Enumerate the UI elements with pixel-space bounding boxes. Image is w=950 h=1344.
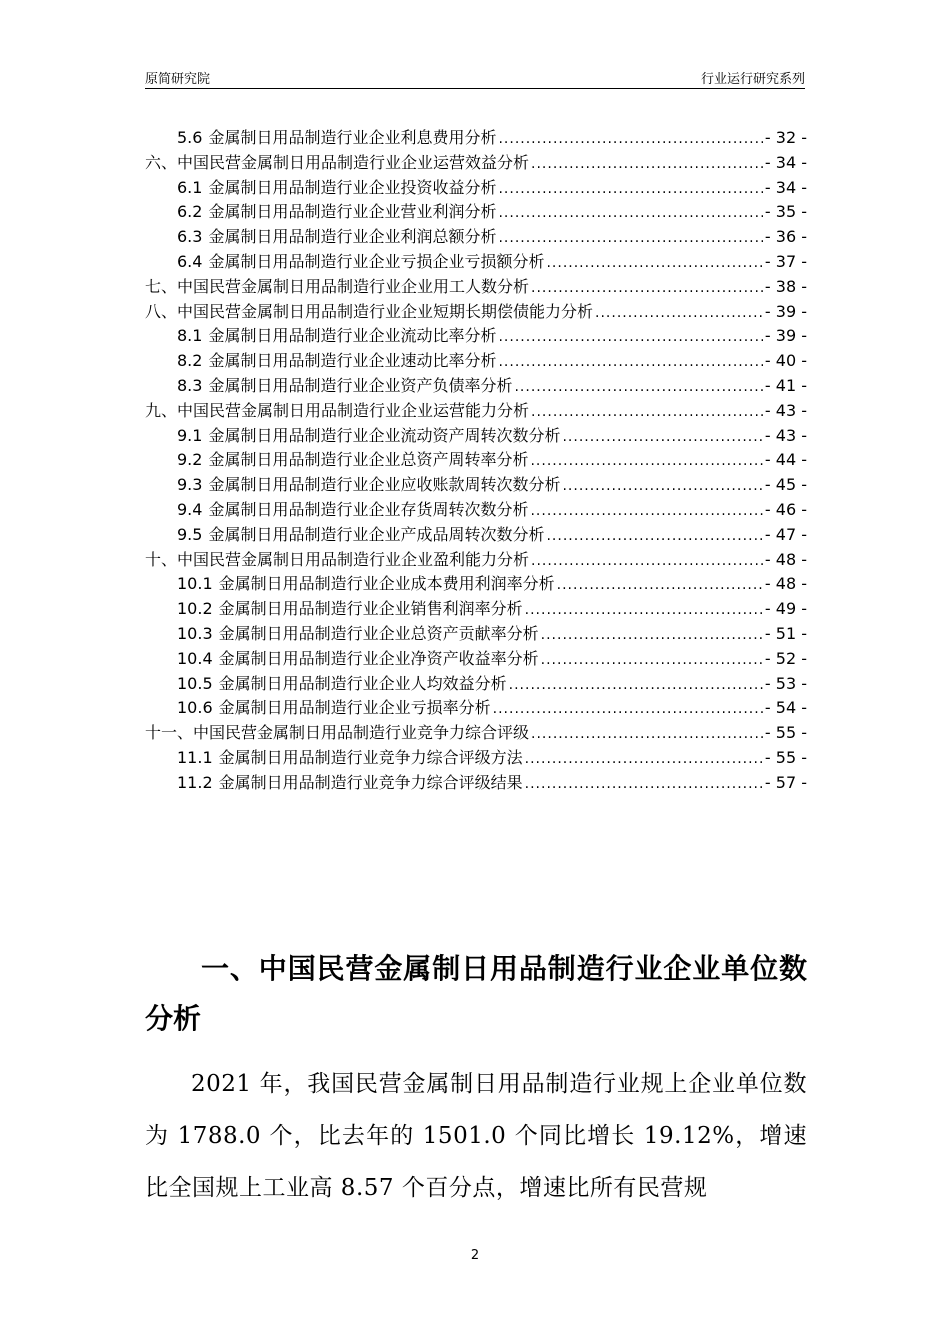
- toc-entry-number: 9.4: [177, 499, 203, 519]
- toc-entry-page: - 35 -: [764, 202, 807, 222]
- toc-dot-leader: [541, 623, 763, 648]
- toc-entry-title: 金属制日用品制造行业企业速动比率分析: [208, 351, 497, 371]
- toc-entry-title: 金属制日用品制造行业企业亏损企业亏损额分析: [208, 251, 545, 271]
- toc-entry-page: - 55 -: [764, 747, 807, 767]
- toc-entry[interactable]: [145, 572, 807, 597]
- header-org-name: 原简研究院: [145, 72, 211, 87]
- toc-entry-number: 10.2: [177, 599, 213, 619]
- toc-entry[interactable]: [145, 349, 807, 374]
- toc-entry-page: - 44 -: [764, 450, 807, 470]
- toc-entry-title: 金属制日用品制造行业竞争力综合评级方法: [218, 747, 523, 767]
- toc-dot-leader: [498, 177, 762, 202]
- toc-entry[interactable]: [145, 151, 807, 176]
- toc-entry-title: 金属制日用品制造行业企业应收账款周转次数分析: [208, 475, 561, 495]
- toc-dot-leader: [525, 772, 763, 797]
- toc-entry[interactable]: [145, 275, 807, 300]
- toc-dot-leader: [531, 400, 763, 425]
- toc-dot-leader: [525, 598, 763, 623]
- toc-entry-page: - 52 -: [764, 648, 807, 668]
- section-paragraph: 2021 年，我国民营金属制日用品制造行业规上企业单位数为 1788.0 个，比去年的 1501.0 个同比增长 19.12%，增速比全国规上工业高 8.57 个百分点，增速比所有民营规: [145, 1071, 807, 1201]
- toc-dot-leader: [562, 425, 762, 450]
- toc-entry-page: - 46 -: [764, 499, 807, 519]
- toc-dot-leader: [525, 747, 763, 772]
- toc-entry-title: 金属制日用品制造行业企业销售利润率分析: [218, 599, 523, 619]
- toc-dot-leader: [493, 697, 763, 722]
- toc-entry-title: 九、中国民营金属制日用品制造行业企业运营能力分析: [145, 400, 530, 420]
- toc-entry-page: - 43 -: [764, 400, 807, 420]
- toc-entry-number: 8.2: [177, 351, 203, 371]
- toc-dot-leader: [509, 673, 763, 698]
- toc-entry-title: 金属制日用品制造行业企业营业利润分析: [208, 202, 497, 222]
- toc-dot-leader: [514, 375, 762, 400]
- toc-entry-title: 金属制日用品制造行业企业利息费用分析: [208, 128, 497, 147]
- section-heading: 一、中国民营金属制日用品制造行业企业单位数分析: [145, 952, 807, 1035]
- toc-dot-leader: [530, 449, 762, 474]
- toc-entry-page: - 49 -: [764, 599, 807, 619]
- toc-entry-title: 金属制日用品制造行业企业产成品周转次数分析: [208, 524, 545, 544]
- toc-entry-title: 金属制日用品制造行业企业总资产贡献率分析: [218, 623, 539, 643]
- toc-dot-leader: [530, 499, 762, 524]
- toc-entry-title: 金属制日用品制造行业企业资产负债率分析: [208, 375, 513, 395]
- toc-dot-leader: [531, 152, 763, 177]
- toc-entry[interactable]: [145, 672, 807, 697]
- toc-entry-page: - 37 -: [764, 251, 807, 271]
- toc-entry-title: 金属制日用品制造行业企业成本费用利润率分析: [218, 574, 555, 594]
- toc-entry[interactable]: [145, 448, 807, 473]
- toc-entry-title: 金属制日用品制造行业企业流动资产周转次数分析: [208, 425, 561, 445]
- toc-entry[interactable]: [145, 424, 807, 449]
- toc-entry[interactable]: [145, 473, 807, 498]
- toc-entry-title: 十、中国民营金属制日用品制造行业企业盈利能力分析: [145, 549, 530, 569]
- toc-entry-title: 金属制日用品制造行业企业存货周转次数分析: [208, 499, 529, 519]
- toc-entry-page: - 32 -: [764, 128, 807, 147]
- toc-dot-leader: [562, 474, 762, 499]
- toc-entry-title: 七、中国民营金属制日用品制造行业企业用工人数分析: [145, 276, 530, 296]
- toc-entry-page: - 39 -: [764, 326, 807, 346]
- toc-entry-number: 10.5: [177, 673, 213, 693]
- toc-entry-number: 10.3: [177, 623, 213, 643]
- toc-entry-page: - 48 -: [764, 574, 807, 594]
- toc-entry-number: 9.1: [177, 425, 203, 445]
- toc-entry-number: 6.1: [177, 177, 203, 197]
- toc-entry-number: 8.3: [177, 375, 203, 395]
- toc-entry[interactable]: [145, 622, 807, 647]
- toc-entry-number: 9.2: [177, 450, 203, 470]
- toc-entry-title: 金属制日用品制造行业企业亏损率分析: [218, 698, 491, 718]
- table-of-contents: [145, 126, 807, 796]
- toc-entry[interactable]: [145, 721, 807, 746]
- toc-entry-title: 金属制日用品制造行业企业总资产周转率分析: [208, 450, 529, 470]
- toc-entry-page: - 57 -: [764, 772, 807, 792]
- toc-entry-page: - 36 -: [764, 227, 807, 247]
- toc-entry-number: 10.6: [177, 698, 213, 718]
- toc-dot-leader: [557, 573, 763, 598]
- toc-entry-title: 金属制日用品制造行业企业人均效益分析: [218, 673, 507, 693]
- toc-entry-page: - 34 -: [764, 177, 807, 197]
- toc-entry-page: - 54 -: [764, 698, 807, 718]
- toc-entry-number: 6.2: [177, 202, 203, 222]
- toc-entry-page: - 48 -: [764, 549, 807, 569]
- page-header: [145, 66, 805, 89]
- toc-entry[interactable]: [145, 498, 807, 523]
- toc-entry-page: - 41 -: [764, 375, 807, 395]
- toc-entry[interactable]: [145, 324, 807, 349]
- toc-dot-leader: [546, 524, 762, 549]
- toc-dot-leader: [498, 350, 762, 375]
- toc-entry-number: 11.1: [177, 747, 213, 767]
- header-series-name: 行业运行研究系列: [700, 72, 805, 87]
- toc-entry[interactable]: [145, 126, 807, 151]
- toc-dot-leader: [541, 648, 763, 673]
- toc-entry-number: 5.6: [177, 128, 203, 147]
- toc-entry-number: 6.3: [177, 227, 203, 247]
- toc-dot-leader: [595, 301, 763, 326]
- toc-entry-number: 11.2: [177, 772, 213, 792]
- toc-entry[interactable]: [145, 300, 807, 325]
- toc-entry-number: 6.4: [177, 251, 203, 271]
- toc-entry-page: - 53 -: [764, 673, 807, 693]
- toc-entry-page: - 55 -: [764, 723, 807, 743]
- toc-entry-page: - 39 -: [764, 301, 807, 321]
- toc-entry[interactable]: [145, 746, 807, 771]
- toc-entry[interactable]: [145, 597, 807, 622]
- toc-entry-title: 六、中国民营金属制日用品制造行业企业运营效益分析: [145, 152, 530, 172]
- toc-entry-page: - 47 -: [764, 524, 807, 544]
- toc-entry-number: 10.4: [177, 648, 213, 668]
- toc-entry-page: - 45 -: [764, 475, 807, 495]
- toc-entry[interactable]: [145, 399, 807, 424]
- toc-entry[interactable]: [145, 176, 807, 201]
- toc-entry-title: 金属制日用品制造行业企业投资收益分析: [208, 177, 497, 197]
- toc-entry[interactable]: [145, 225, 807, 250]
- toc-entry-number: 9.3: [177, 475, 203, 495]
- page-number: 2: [470, 1248, 480, 1263]
- toc-entry[interactable]: [145, 771, 807, 796]
- toc-entry[interactable]: [145, 200, 807, 225]
- toc-entry[interactable]: [145, 647, 807, 672]
- toc-entry-page: - 51 -: [764, 623, 807, 643]
- toc-entry[interactable]: [145, 523, 807, 548]
- toc-entry-number: 8.1: [177, 326, 203, 346]
- toc-entry-title: 十一、中国民营金属制日用品制造行业竞争力综合评级: [145, 723, 530, 743]
- toc-entry-page: - 38 -: [764, 276, 807, 296]
- toc-dot-leader: [546, 251, 762, 276]
- toc-dot-leader: [531, 549, 763, 574]
- toc-entry[interactable]: [145, 548, 807, 573]
- toc-entry-title: 金属制日用品制造行业企业流动比率分析: [208, 326, 497, 346]
- toc-entry[interactable]: [145, 374, 807, 399]
- toc-dot-leader: [498, 127, 762, 152]
- toc-entry-page: - 34 -: [764, 152, 807, 172]
- toc-entry-title: 金属制日用品制造行业企业净资产收益率分析: [218, 648, 539, 668]
- toc-entry[interactable]: [145, 696, 807, 721]
- toc-entry[interactable]: [145, 250, 807, 275]
- toc-entry-title: 金属制日用品制造行业竞争力综合评级结果: [218, 772, 523, 792]
- toc-entry-title: 八、中国民营金属制日用品制造行业企业短期长期偿债能力分析: [145, 301, 594, 321]
- toc-entry-number: 10.1: [177, 574, 213, 594]
- toc-entry-title: 金属制日用品制造行业企业利润总额分析: [208, 227, 497, 247]
- toc-dot-leader: [498, 325, 762, 350]
- toc-dot-leader: [531, 722, 763, 747]
- toc-entry-page: - 40 -: [764, 351, 807, 371]
- toc-dot-leader: [531, 276, 763, 301]
- toc-entry-number: 9.5: [177, 524, 203, 544]
- toc-entry-page: - 43 -: [764, 425, 807, 445]
- toc-dot-leader: [498, 226, 762, 251]
- toc-dot-leader: [498, 201, 762, 226]
